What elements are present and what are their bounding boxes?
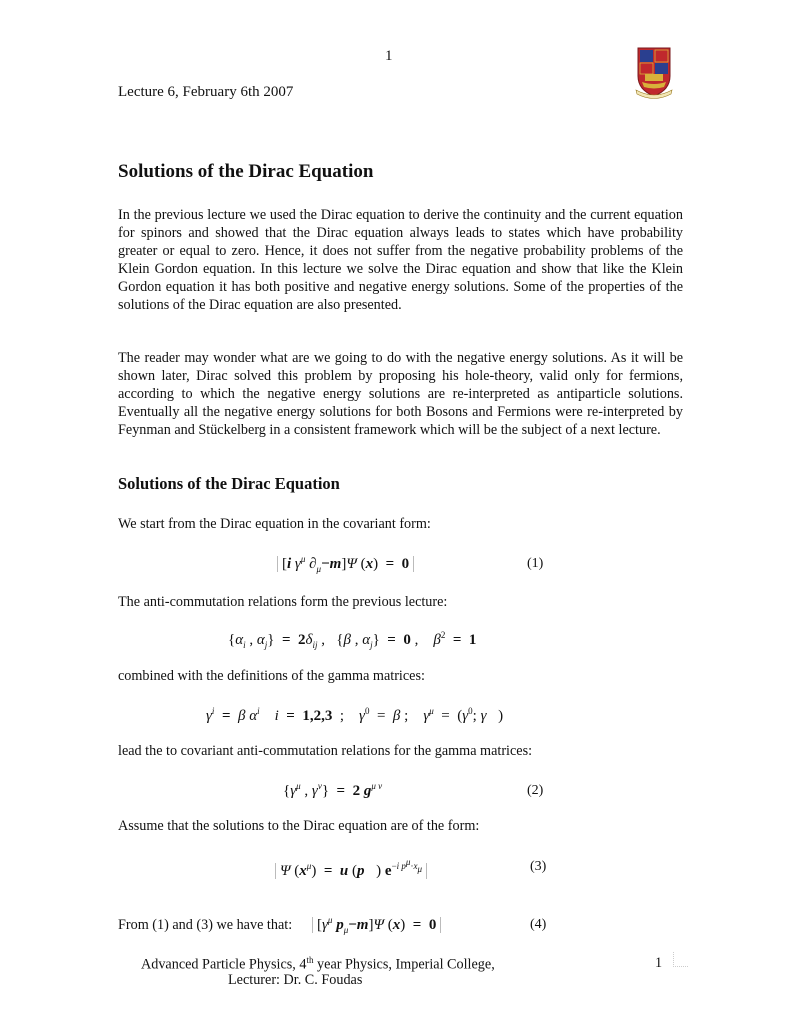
equation-gamma-definitions: $\gamma^i = \beta$ $\alpha^i$ i = 1,2,3 ; $\gamma^0 = \beta$ ; $\gamma^\mu = (\gamma^0$; γ⃗)	[206, 706, 504, 724]
footer-course	[141, 955, 495, 974]
equation-1	[277, 554, 414, 574]
paragraph-negative-energy: The reader may wonder what are we going to do with the negative energy solutions. As it will be shown later, Dirac solved this problem by proposing his hole-theory, valid only for fermions, according to which the negative energy solutions are re-interpreted as antiparticle solutions. Eventually all the negative energy solutions for both Bosons and Fermions were re-interpreted by Feynman and Stückelberg in a consistent framework which will be the subject of a next lecture.	[118, 350, 683, 438]
equation-4-math: [$\gamma^\mu$ $p_\mu-m]\Psi$ (x) = 0	[312, 917, 441, 933]
footer-corner-mark	[673, 952, 688, 967]
footer-lecturer: Lecturer: Dr. C. Foudas	[228, 972, 363, 988]
solution-form-intro: Assume that the solutions to the Dirac equation are of the form:	[118, 818, 480, 834]
footer-course-post: year Physics, Imperial College,	[313, 956, 495, 973]
equation-4	[312, 915, 441, 935]
document-title: Solutions of the Dirac Equation	[118, 161, 374, 182]
from-1-3-text: From (1) and (3) we have that:	[118, 917, 293, 933]
equation-1-number: (1)	[527, 556, 544, 571]
equation-2: {$\gamma^\mu$ , $\gamma^\nu\} = 2$ $g^{\mu \nu}$	[283, 781, 383, 799]
footer-course-pre: Advanced Particle Physics, 4	[141, 956, 307, 973]
footer-page-number: 1	[655, 955, 663, 971]
paragraph-intro: In the previous lecture we used the Dirac equation to derive the continuity and the current equation for spinors and showed that the Dirac equation always leads to states which have probability greater or equal to zero. Hence, it does not suffer from the negative probability problems of the Klein Gordon equation. In this lecture we solve the Dirac equation and show that like the Klein Gordon equation it has both positive and negative energy solutions. Some of the properties of the solutions of the Dirac equation are also presented.	[118, 207, 683, 313]
covariant-form-intro: We start from the Dirac equation in the covariant form:	[118, 516, 431, 532]
equation-2-number: (2)	[527, 783, 544, 798]
section-title: Solutions of the Dirac Equation	[118, 474, 340, 493]
equation-4-number: (4)	[530, 917, 547, 932]
anticommutation-intro: The anti-commutation relations form the previous lecture:	[118, 594, 448, 610]
lecture-date: Lecture 6, February 6th 2007	[118, 84, 294, 100]
gamma-matrices-intro: combined with the definitions of the gamma matrices:	[118, 668, 425, 684]
equation-1-math: [i $\gamma^\mu$ $\partial_\mu-m]\Psi$ (x) = 0	[277, 556, 414, 572]
imperial-college-crest-icon	[634, 46, 674, 100]
equation-anticommutation: {$\alpha_i$ , $\alpha_j\} = 2\delta_{ij}$ , {β , $\alpha_j\} = 0$ , $\beta^2 = 1$	[228, 630, 477, 650]
header-page-number: 1	[385, 48, 393, 64]
covariant-anticomm-intro: lead the to covariant anti-commutation relations for the gamma matrices:	[118, 743, 533, 759]
equation-3-number: (3)	[530, 859, 547, 874]
footer-course-sup: th	[306, 955, 314, 965]
equation-3-math: Ψ $(x^\mu) = u$ (p⃗) $e^{-i p^\mu\cdot x_\mu}$	[275, 863, 427, 879]
equation-3	[275, 857, 427, 880]
